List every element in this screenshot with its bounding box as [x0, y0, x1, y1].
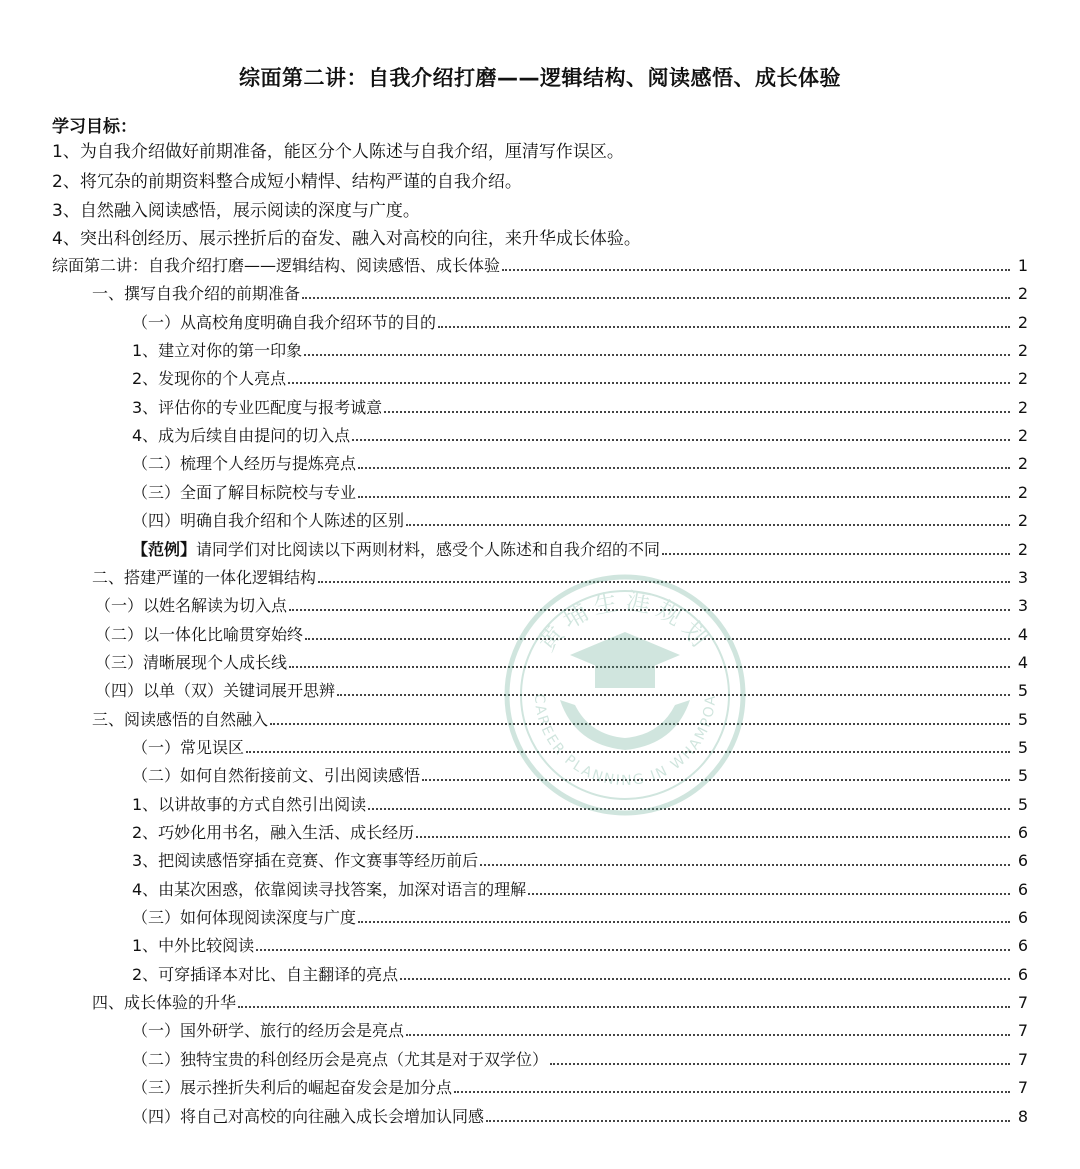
toc-entry-text: 综面第二讲：自我介绍打磨——逻辑结构、阅读感悟、成长体验	[52, 256, 501, 275]
toc-page-number: 7	[1017, 993, 1028, 1013]
toc-entry[interactable]	[132, 821, 1028, 843]
toc-entry[interactable]	[132, 1019, 1028, 1041]
toc-page-number: 5	[1017, 737, 1028, 757]
toc-entry-label	[95, 653, 287, 673]
toc-entry-text: 2、可穿插译本对比、自主翻译的亮点	[132, 964, 399, 984]
toc-entry-label-bold: 【范例】	[132, 539, 197, 559]
toc-page-number: 7	[1017, 1049, 1028, 1069]
toc-page-number: 2	[1017, 397, 1028, 417]
toc-entry-text: 1、建立对你的第一印象	[132, 341, 303, 361]
toc-entry-label	[132, 1078, 452, 1098]
toc-entry[interactable]	[92, 282, 1028, 304]
toc-entry-text: （一）常见误区	[132, 737, 245, 757]
toc-entry-text: （二）梳理个人经历与提炼亮点	[132, 454, 357, 474]
toc-entry-label	[132, 1050, 548, 1070]
toc-entry[interactable]	[132, 963, 1028, 985]
toc-entry-label	[132, 426, 350, 446]
toc-entry-text: （四）明确自我介绍和个人陈述的区别	[132, 511, 405, 531]
toc-leader-dots	[358, 921, 1010, 923]
toc-entry-label	[132, 823, 414, 843]
toc-entry-text: （三）清晰展现个人成长线	[95, 652, 288, 672]
toc-entry-text: 二、搭建严谨的一体化逻辑结构	[92, 567, 317, 587]
toc-entry-label	[132, 313, 436, 333]
toc-entry-label	[132, 908, 356, 928]
toc-entry-label	[132, 341, 302, 361]
toc-entry-text: （一）以姓名解读为切入点	[95, 596, 288, 616]
toc-entry[interactable]	[132, 1105, 1028, 1127]
toc-entry-text: （三）展示挫折失利后的崛起奋发会是加分点	[132, 1078, 453, 1098]
toc-leader-dots	[502, 269, 1010, 271]
toc-page-number: 6	[1017, 851, 1028, 871]
toc-entry[interactable]	[132, 1076, 1028, 1098]
toc-entry[interactable]	[132, 934, 1028, 956]
toc-entry-label	[132, 795, 366, 815]
toc-entry[interactable]	[132, 509, 1028, 531]
toc-entry[interactable]	[132, 1048, 1028, 1070]
watermark-top-text: 黄埔生涯规划	[532, 587, 718, 657]
toc-entry-text: （二）独特宝贵的科创经历会是亮点（尤其是对于双学位）	[132, 1049, 549, 1069]
toc-leader-dots	[550, 1063, 1010, 1065]
toc-page-number: 5	[1017, 766, 1028, 786]
toc-entry-text: （一）国外研学、旅行的经历会是亮点	[132, 1021, 405, 1041]
toc-leader-dots	[480, 864, 1010, 866]
toc-page-number: 6	[1017, 823, 1028, 842]
toc-page-number: 6	[1017, 964, 1028, 984]
toc-entry[interactable]	[132, 311, 1028, 333]
toc-leader-dots	[238, 1006, 1010, 1008]
toc-entry-label	[92, 568, 316, 588]
toc-page-number: 2	[1017, 482, 1028, 502]
toc-page-number: 2	[1017, 284, 1028, 304]
toc-entry-text: 四、成长体验的升华	[92, 993, 237, 1013]
toc-entry-label	[132, 936, 254, 956]
toc-entry-text: 一、撰写自我介绍的前期准备	[92, 284, 301, 304]
toc-entry-label	[132, 1107, 484, 1127]
toc-page-number: 2	[1017, 341, 1028, 361]
objective-item: 2、将冗杂的前期资料整合成短小精悍、结构严谨的自我介绍。	[52, 172, 522, 192]
toc-page-number: 2	[1017, 369, 1028, 389]
toc-page-number: 2	[1017, 312, 1028, 332]
toc-entry-text: （三）全面了解目标院校与专业	[132, 482, 357, 502]
toc-entry-label	[92, 284, 300, 304]
toc-entry[interactable]	[52, 254, 1028, 276]
toc-entry[interactable]	[132, 424, 1028, 446]
toc-entry[interactable]	[132, 396, 1028, 418]
toc-page-number: 5	[1017, 709, 1028, 729]
objectives-heading: 学习目标：	[52, 117, 137, 137]
toc-leader-dots	[358, 496, 1010, 498]
toc-entry-label	[132, 965, 398, 985]
toc-leader-dots	[384, 411, 1010, 413]
toc-entry-text: （一）从高校角度明确自我介绍环节的目的	[132, 312, 437, 332]
watermark-logo	[500, 570, 750, 820]
toc-page-number: 7	[1017, 1078, 1028, 1098]
toc-page-number: 6	[1017, 908, 1028, 928]
toc-page-number: 5	[1017, 794, 1028, 814]
toc-page-number: 6	[1017, 936, 1028, 956]
toc-page-number: 7	[1017, 1021, 1028, 1041]
toc-leader-dots	[662, 553, 1010, 555]
toc-page-number: 4	[1017, 624, 1028, 644]
toc-entry-label	[132, 766, 420, 786]
toc-entry-text: 3、把阅读感悟穿插在竞赛、作文赛事等经历前后	[132, 851, 479, 871]
toc-entry-text: 1、以讲故事的方式自然引出阅读	[132, 794, 367, 814]
toc-entry-text: 3、评估你的专业匹配度与报考诚意	[132, 397, 383, 417]
toc-leader-dots	[400, 978, 1010, 980]
toc-entry-text: 4、由某次困惑，依靠阅读寻找答案，加深对语言的理解	[132, 879, 527, 899]
toc-entry[interactable]	[132, 878, 1028, 900]
toc-entry-text: （二）如何自然衔接前文、引出阅读感悟	[132, 766, 421, 786]
watermark-bottom-text: CAREER PLANNING IN WHAMPOA	[530, 693, 720, 790]
toc-entry-text: 2、巧妙化用书名，融入生活、成长经历	[132, 823, 415, 842]
toc-entry-label	[132, 454, 356, 474]
toc-entry[interactable]	[132, 849, 1028, 871]
toc-entry[interactable]	[132, 452, 1028, 474]
toc-entry-label	[132, 511, 404, 531]
toc-leader-dots	[454, 1091, 1010, 1093]
toc-page-number: 2	[1017, 426, 1028, 446]
toc-page-number: 3	[1017, 596, 1028, 616]
objective-item: 1、为自我介绍做好前期准备，能区分个人陈述与自我介绍，厘清写作误区。	[52, 142, 624, 162]
toc-entry[interactable]	[132, 339, 1028, 361]
toc-entry[interactable]	[132, 367, 1028, 389]
toc-page-number: 5	[1017, 681, 1028, 701]
toc-entry-text: （四）将自己对高校的向往融入成长会增加认同感	[132, 1106, 485, 1126]
toc-entry-label	[52, 256, 500, 276]
toc-entry-label	[132, 369, 286, 389]
toc-entry-label	[132, 540, 660, 560]
toc-entry-label	[132, 738, 244, 758]
toc-leader-dots	[528, 893, 1010, 895]
toc-leader-dots	[302, 297, 1010, 299]
toc-leader-dots	[406, 1034, 1010, 1036]
toc-entry[interactable]	[132, 481, 1028, 503]
toc-entry-text: 三、阅读感悟的自然融入	[92, 709, 269, 729]
toc-entry[interactable]	[92, 991, 1028, 1013]
toc-page-number: 4	[1017, 652, 1028, 672]
toc-entry-text: （二）以一体化比喻贯穿始终	[95, 624, 304, 644]
toc-page-number: 8	[1017, 1106, 1028, 1126]
toc-leader-dots	[352, 439, 1010, 441]
toc-page-number: 2	[1017, 539, 1028, 559]
toc-leader-dots	[358, 467, 1010, 469]
toc-page-number: 2	[1017, 511, 1028, 531]
toc-entry-label	[92, 993, 236, 1013]
toc-entry-text: 1、中外比较阅读	[132, 936, 255, 956]
toc-entry-label	[92, 710, 268, 730]
toc-entry-text: 4、成为后续自由提问的切入点	[132, 426, 351, 446]
toc-page-number: 2	[1017, 454, 1028, 474]
toc-entry-label	[132, 483, 356, 503]
objective-item: 3、自然融入阅读感悟，展示阅读的深度与广度。	[52, 201, 420, 221]
document-title: 综面第二讲：自我介绍打磨——逻辑结构、阅读感悟、成长体验	[239, 66, 841, 90]
toc-leader-dots	[438, 326, 1010, 328]
toc-leader-dots	[256, 949, 1010, 951]
toc-leader-dots	[304, 354, 1010, 356]
toc-page-number: 6	[1017, 879, 1028, 899]
toc-entry-label	[132, 398, 382, 418]
toc-leader-dots	[486, 1120, 1010, 1122]
toc-page-number: 1	[1017, 256, 1028, 275]
toc-entry[interactable]	[132, 906, 1028, 928]
toc-entry-label	[132, 880, 526, 900]
toc-entry-text: （四）以单（双）关键词展开思辨	[95, 681, 336, 701]
toc-leader-dots	[406, 524, 1010, 526]
toc-entry-text: 2、发现你的个人亮点	[132, 369, 287, 389]
toc-entry-label	[95, 596, 287, 616]
toc-page-number: 3	[1017, 567, 1028, 587]
toc-leader-dots	[416, 836, 1010, 838]
toc-entry-label	[95, 625, 303, 645]
toc-entry[interactable]	[132, 538, 1028, 560]
objective-item: 4、突出科创经历、展示挫折后的奋发、融入对高校的向往，来升华成长体验。	[52, 229, 641, 249]
toc-entry-text: 请同学们对比阅读以下两则材料，感受个人陈述和自我介绍的不同	[196, 539, 661, 559]
toc-entry-label	[132, 1021, 404, 1041]
toc-entry-text: （三）如何体现阅读深度与广度	[132, 908, 357, 928]
toc-leader-dots	[288, 382, 1010, 384]
toc-entry-label	[132, 851, 478, 871]
toc-entry-label	[95, 681, 335, 701]
